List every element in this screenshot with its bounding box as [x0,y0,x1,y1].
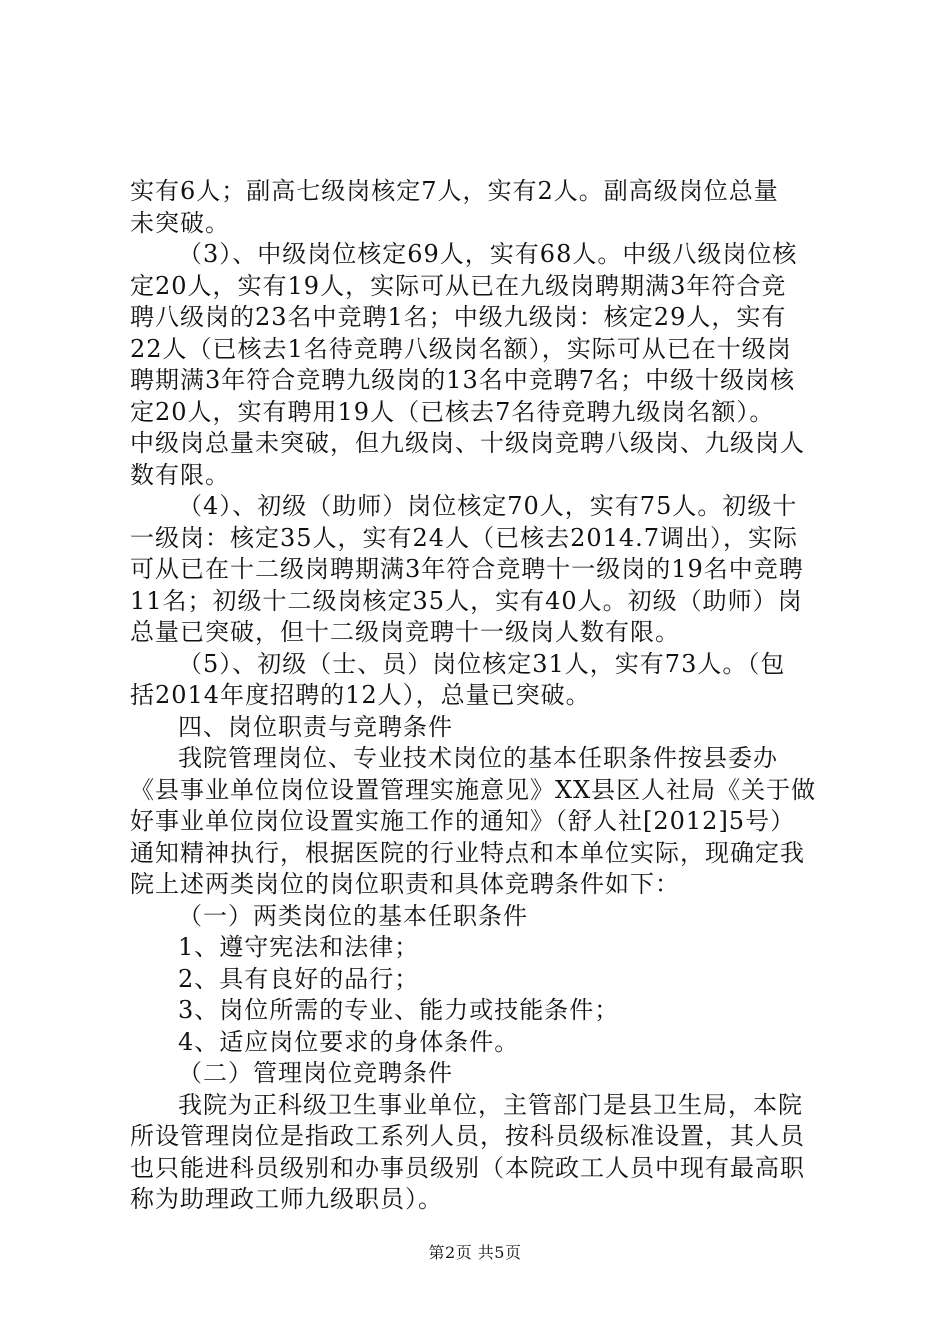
text-line: 数有限。 [130,461,230,489]
subsection-heading: （一）两类岗位的基本任职条件 [178,902,528,930]
text-line: 实有6人；副高七级岗核定7人，实有2人。副高级岗位总量 [130,177,779,205]
text-line: 定20人，实有聘用19人（已核去7名待竞聘九级岗名额）。 [130,398,775,426]
list-item: 4、适应岗位要求的身体条件。 [178,1028,520,1056]
list-item: 1、遵守宪法和法律； [178,933,420,961]
text-line: 总量已突破，但十二级岗竞聘十一级岗人数有限。 [130,618,680,646]
text-line: （5）、初级（士、员）岗位核定31人，实有73人。（包 [178,650,786,678]
list-item: 2、具有良好的品行； [178,965,420,993]
text-line: 通知精神执行，根据医院的行业特点和本单位实际，现确定我 [130,839,805,867]
text-line: 22人（已核去1名待竞聘八级岗名额），实际可从已在十级岗 [130,335,792,363]
text-line: 聘八级岗的23名中竞聘1名；中级九级岗：核定29人，实有 [130,303,787,331]
page-number-footer: 第2页 共5页 [428,1243,522,1262]
text-line: 我院管理岗位、专业技术岗位的基本任职条件按县委办 [178,744,778,772]
text-line: 所设管理岗位是指政工系列人员，按科员级标准设置，其人员 [130,1122,805,1150]
text-line: 可从已在十二级岗聘期满3年符合竞聘十一级岗的19名中竞聘 [130,555,804,583]
text-line: 定20人，实有19人，实际可从已在九级岗聘期满3年符合竞 [130,272,787,300]
text-line: 我院为正科级卫生事业单位，主管部门是县卫生局，本院 [178,1091,803,1119]
text-line: 称为助理政工师九级职员）。 [130,1185,443,1213]
text-line: 也只能进科员级别和办事员级别（本院政工人员中现有最高职 [130,1154,805,1182]
text-line: 未突破。 [130,209,230,237]
text-line: 11名；初级十二级岗核定35人，实有40人。初级（助师）岗 [130,587,803,615]
text-line: （3）、中级岗位核定69人，实有68人。中级八级岗位核 [178,240,798,268]
text-line: 括2014年度招聘的12人），总量已突破。 [130,681,591,709]
list-item: 3、岗位所需的专业、能力或技能条件； [178,996,620,1024]
text-line: 《县事业单位岗位设置管理实施意见》XX县区人社局《关于做 [130,776,817,804]
subsection-heading: （二）管理岗位竞聘条件 [178,1059,453,1087]
section-heading: 四、岗位职责与竞聘条件 [178,713,453,741]
text-line: 聘期满3年符合竞聘九级岗的13名中竞聘7名；中级十级岗核 [130,366,796,394]
text-line: 中级岗总量未突破，但九级岗、十级岗竞聘八级岗、九级岗人 [130,429,805,457]
text-line: 院上述两类岗位的岗位职责和具体竞聘条件如下： [130,870,680,898]
text-line: 一级岗：核定35人，实有24人（已核去2014.7调出），实际 [130,524,799,552]
text-line: 好事业单位岗位设置实施工作的通知》（舒人社[2012]5号） [130,807,796,835]
text-line: （4）、初级（助师）岗位核定70人，实有75人。初级十 [178,492,798,520]
